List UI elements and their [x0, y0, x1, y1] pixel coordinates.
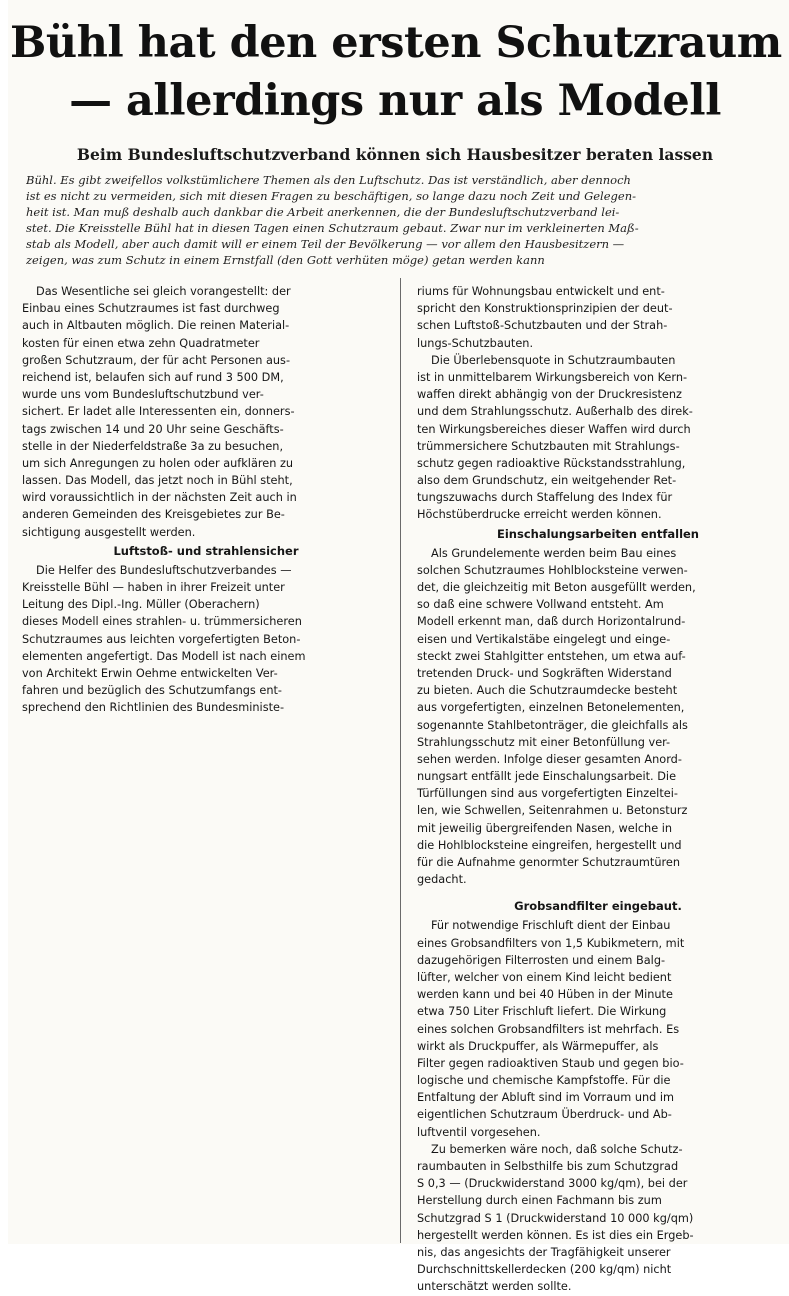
text-line: eines solchen Grobsandfilters ist mehrfach. Es	[417, 1022, 680, 1036]
subheading-einschalung: Einschalungsarbeiten entfallen	[497, 526, 699, 541]
text-line: Kreisstelle Bühl — haben in ihrer Freizeit unter	[22, 581, 285, 594]
text-line: spricht den Konstruktionsprinzipien der deut-	[417, 302, 673, 316]
text-line: um sich Anregungen zu holen oder aufklären zu	[22, 456, 294, 470]
subheadline: Beim Bundesluftschutzverband können sich Hausbesitzer beraten lassen	[76, 145, 714, 164]
text-line: Leitung des Dipl.-Ing. Müller (Oberachern)	[22, 598, 260, 612]
text-line: Das Wesentliche sei gleich vorangestellt: der	[36, 285, 291, 298]
lead-line: ist es nicht zu vermeiden, sich mit diesen Fragen zu beschäftigen, so lange dazu noch Zeit und Gelegen-	[26, 189, 637, 203]
headline-line-2: — allerdings nur als Modell	[69, 76, 721, 126]
text-line: Herstellung durch einen Fachmann bis zum	[417, 1194, 662, 1208]
text-line: Filter gegen radioaktiven Staub und gegen bio-	[417, 1056, 684, 1070]
text-line: Höchstüberdrucke erreicht werden können.	[417, 508, 662, 522]
lead-paragraph	[26, 172, 776, 268]
text-line: schutz gegen radioaktive Rückstandsstrahlung,	[417, 456, 686, 470]
text-line: etwa 750 Liter Frischluft liefert. Die Wirkung	[417, 1005, 667, 1019]
text-line: det, die gleichzeitig mit Beton ausgefüllt werden,	[417, 581, 696, 594]
text-line: für die Aufnahme genormter Schutzraumtüren	[417, 856, 681, 869]
text-line: kosten für einen etwa zehn Quadratmeter	[22, 336, 260, 350]
text-line: Durchschnittskellerdecken (200 kg/qm) nicht	[417, 1263, 672, 1277]
text-line: nis, das angesichts der Tragfähigkeit unserer	[417, 1245, 671, 1259]
text-line: logische und chemische Kampfstoffe. Für die	[417, 1074, 671, 1088]
text-line: werden kann und bei 40 Hüben in der Minute	[417, 988, 673, 1002]
text-line: aus vorgefertigten, einzelnen Betonelementen,	[417, 701, 685, 715]
text-line: sichtigung ausgestellt werden.	[22, 525, 196, 539]
text-line: eines Grobsandfilters von 1,5 Kubikmetern, mit	[417, 936, 685, 950]
text-line: dazugehörigen Filterrosten und einem Balg-	[417, 953, 666, 967]
text-line: len, wie Schwellen, Seitenrahmen u. Betonsturz	[417, 804, 688, 818]
text-line: Die Überlebensquote in Schutzraumbauten	[431, 353, 676, 367]
text-line: so daß eine schwere Vollwand entsteht. Am	[417, 598, 664, 612]
text-line: wird voraussichtlich in der nächsten Zeit auch in	[22, 491, 297, 505]
text-line: tretenden Druck- und Sogkräften Widerstand	[417, 666, 672, 680]
text-line: trümmersichere Schutzbauten mit Strahlungs-	[417, 439, 680, 453]
text-line: lungs-Schutzbauten.	[417, 336, 534, 350]
text-line: hergestellt werden können. Es ist dies ein Ergeb-	[417, 1228, 694, 1242]
column-divider	[400, 278, 401, 1243]
text-line: unterschätzt werden sollte.	[417, 1280, 572, 1294]
lead-line: stab als Modell, aber auch damit will er einem Teil der Bevölkerung — vor allem den Hausbesitzern —	[26, 237, 625, 251]
text-line: Einbau eines Schutzraumes ist fast durchweg	[22, 302, 280, 316]
scan-margin	[0, 0, 8, 1244]
text-line: luftventil vorgesehen.	[417, 1125, 541, 1139]
right-column	[417, 283, 779, 1296]
text-line: Zu bemerken wäre noch, daß solche Schutz-	[431, 1142, 683, 1156]
text-line: schen Luftstoß-Schutzbauten und der Strah-	[417, 319, 668, 333]
text-line: eisen und Vertikalstäbe eingelegt und einge-	[417, 632, 671, 646]
text-line: also dem Grundschutz, ein weitgehender Ret-	[417, 474, 677, 488]
text-line: die Hohlblocksteine eingreifen, hergestellt und	[417, 838, 682, 852]
text-line: stelle in der Niederfeldstraße 3a zu besuchen,	[22, 439, 284, 453]
text-line: sogenannte Stahlbetonträger, die gleichfalls als	[417, 718, 688, 732]
text-line: sehen werden. Infolge dieser gesamten Anord-	[417, 752, 682, 766]
lead-line: heit ist. Man muß deshalb auch dankbar die Arbeit anerkennen, die der Bundesluftschutzverband lei-	[26, 205, 620, 219]
lead-line: zeigen, was zum Schutz in einem Ernstfall (den Gott verhüten möge) getan werden kann	[26, 253, 545, 267]
spacer	[417, 888, 779, 896]
text-line: und dem Strahlungsschutz. Außerhalb des direk-	[417, 405, 693, 419]
subheading-luftstoss: Luftstoß- und strahlensicher	[113, 543, 299, 558]
text-line: S 0,3 — (Druckwiderstand 3000 kg/qm), bei der	[417, 1177, 688, 1191]
text-line: elementen angefertigt. Das Modell ist nach einem	[22, 649, 306, 663]
text-line: anderen Gemeinden des Kreisgebietes zur Be-	[22, 508, 285, 522]
headline-line-1: Bühl hat den ersten Schutzraum	[10, 18, 782, 68]
text-line: Schutzgrad S 1 (Druckwiderstand 10 000 kg/qm)	[417, 1211, 694, 1225]
text-line: auch in Altbauten möglich. Die reinen Material-	[22, 319, 290, 333]
text-line: tags zwischen 14 und 20 Uhr seine Geschäfts-	[22, 422, 284, 436]
text-line: fahren und bezüglich des Schutzumfangs ent-	[22, 684, 283, 698]
text-line: riums für Wohnungsbau entwickelt und ent-	[417, 285, 665, 298]
text-line: mit jeweilig übergreifenden Nasen, welche in	[417, 821, 673, 835]
text-line: waffen direkt abhängig von der Druckresistenz	[417, 388, 682, 402]
text-line: Modell erkennt man, daß durch Horizontalrund-	[417, 615, 686, 629]
text-line: Schutzraumes aus leichten vorgefertigten Beton-	[22, 632, 301, 646]
lead-line: stet. Die Kreisstelle Bühl hat in diesen Tagen einen Schutzraum gebaut. Zwar nur im verkleinerten Maß-	[26, 221, 639, 235]
text-line: gedacht.	[417, 873, 467, 887]
text-line: steckt zwei Stahlgitter entstehen, um etwa auf-	[417, 649, 686, 663]
left-column	[22, 283, 390, 717]
text-line: Für notwendige Frischluft dient der Einbau	[431, 919, 671, 933]
text-line: reichend ist, belaufen sich auf rund 3 500 DM,	[22, 370, 284, 384]
text-line: Als Grundelemente werden beim Bau eines	[431, 546, 677, 560]
text-line: zu bieten. Auch die Schutzraumdecke besteht	[417, 684, 678, 698]
text-line: wurde uns vom Bundesluftschutzbund ver-	[22, 388, 264, 402]
text-line: ten Wirkungsbereiches dieser Waffen wird durch	[417, 422, 691, 436]
text-line: solchen Schutzraumes Hohlblocksteine verwen-	[417, 563, 688, 577]
subheading-grobsandfilter: Grobsandfilter eingebaut.	[514, 899, 682, 914]
text-line: raumbauten in Selbsthilfe bis zum Schutzgrad	[417, 1160, 679, 1173]
text-line: sprechend den Richtlinien des Bundesministe-	[22, 701, 285, 715]
lead-line: Bühl. Es gibt zweifellos volkstümlichere Themen als den Luftschutz. Das ist verständlich, aber dennoch	[26, 173, 631, 187]
text-line: lassen. Das Modell, das jetzt noch in Bühl steht,	[22, 474, 293, 488]
text-line: von Architekt Erwin Oehme entwickelten Ver-	[22, 666, 278, 680]
text-line: ist in unmittelbarem Wirkungsbereich von Kern-	[417, 370, 688, 384]
text-line: Türfüllungen sind aus vorgefertigten Einzeltei-	[417, 787, 678, 801]
text-line: Strahlungsschutz mit einer Betonfüllung ver-	[417, 735, 671, 749]
text-line: Entfaltung der Abluft sind im Vorraum und im	[417, 1091, 675, 1105]
text-line: lüfter, welcher von einem Kind leicht bedient	[417, 970, 672, 984]
text-line: großen Schutzraum, der für acht Personen aus-	[22, 353, 291, 367]
text-line: tungszuwachs durch Staffelung des Index für	[417, 491, 673, 505]
text-line: dieses Modell eines strahlen- u. trümmersicheren	[22, 615, 302, 629]
text-line: wirkt als Druckpuffer, als Wärmepuffer, als	[417, 1039, 659, 1053]
text-line: eigentlichen Schutzraum Überdruck- und Ab-	[417, 1108, 672, 1122]
text-line: Die Helfer des Bundesluftschutzverbandes —	[36, 563, 292, 577]
text-line: nungsart entfällt jede Einschalungsarbeit. Die	[417, 770, 677, 784]
text-line: sichert. Er ladet alle Interessenten ein, donners-	[22, 405, 295, 419]
